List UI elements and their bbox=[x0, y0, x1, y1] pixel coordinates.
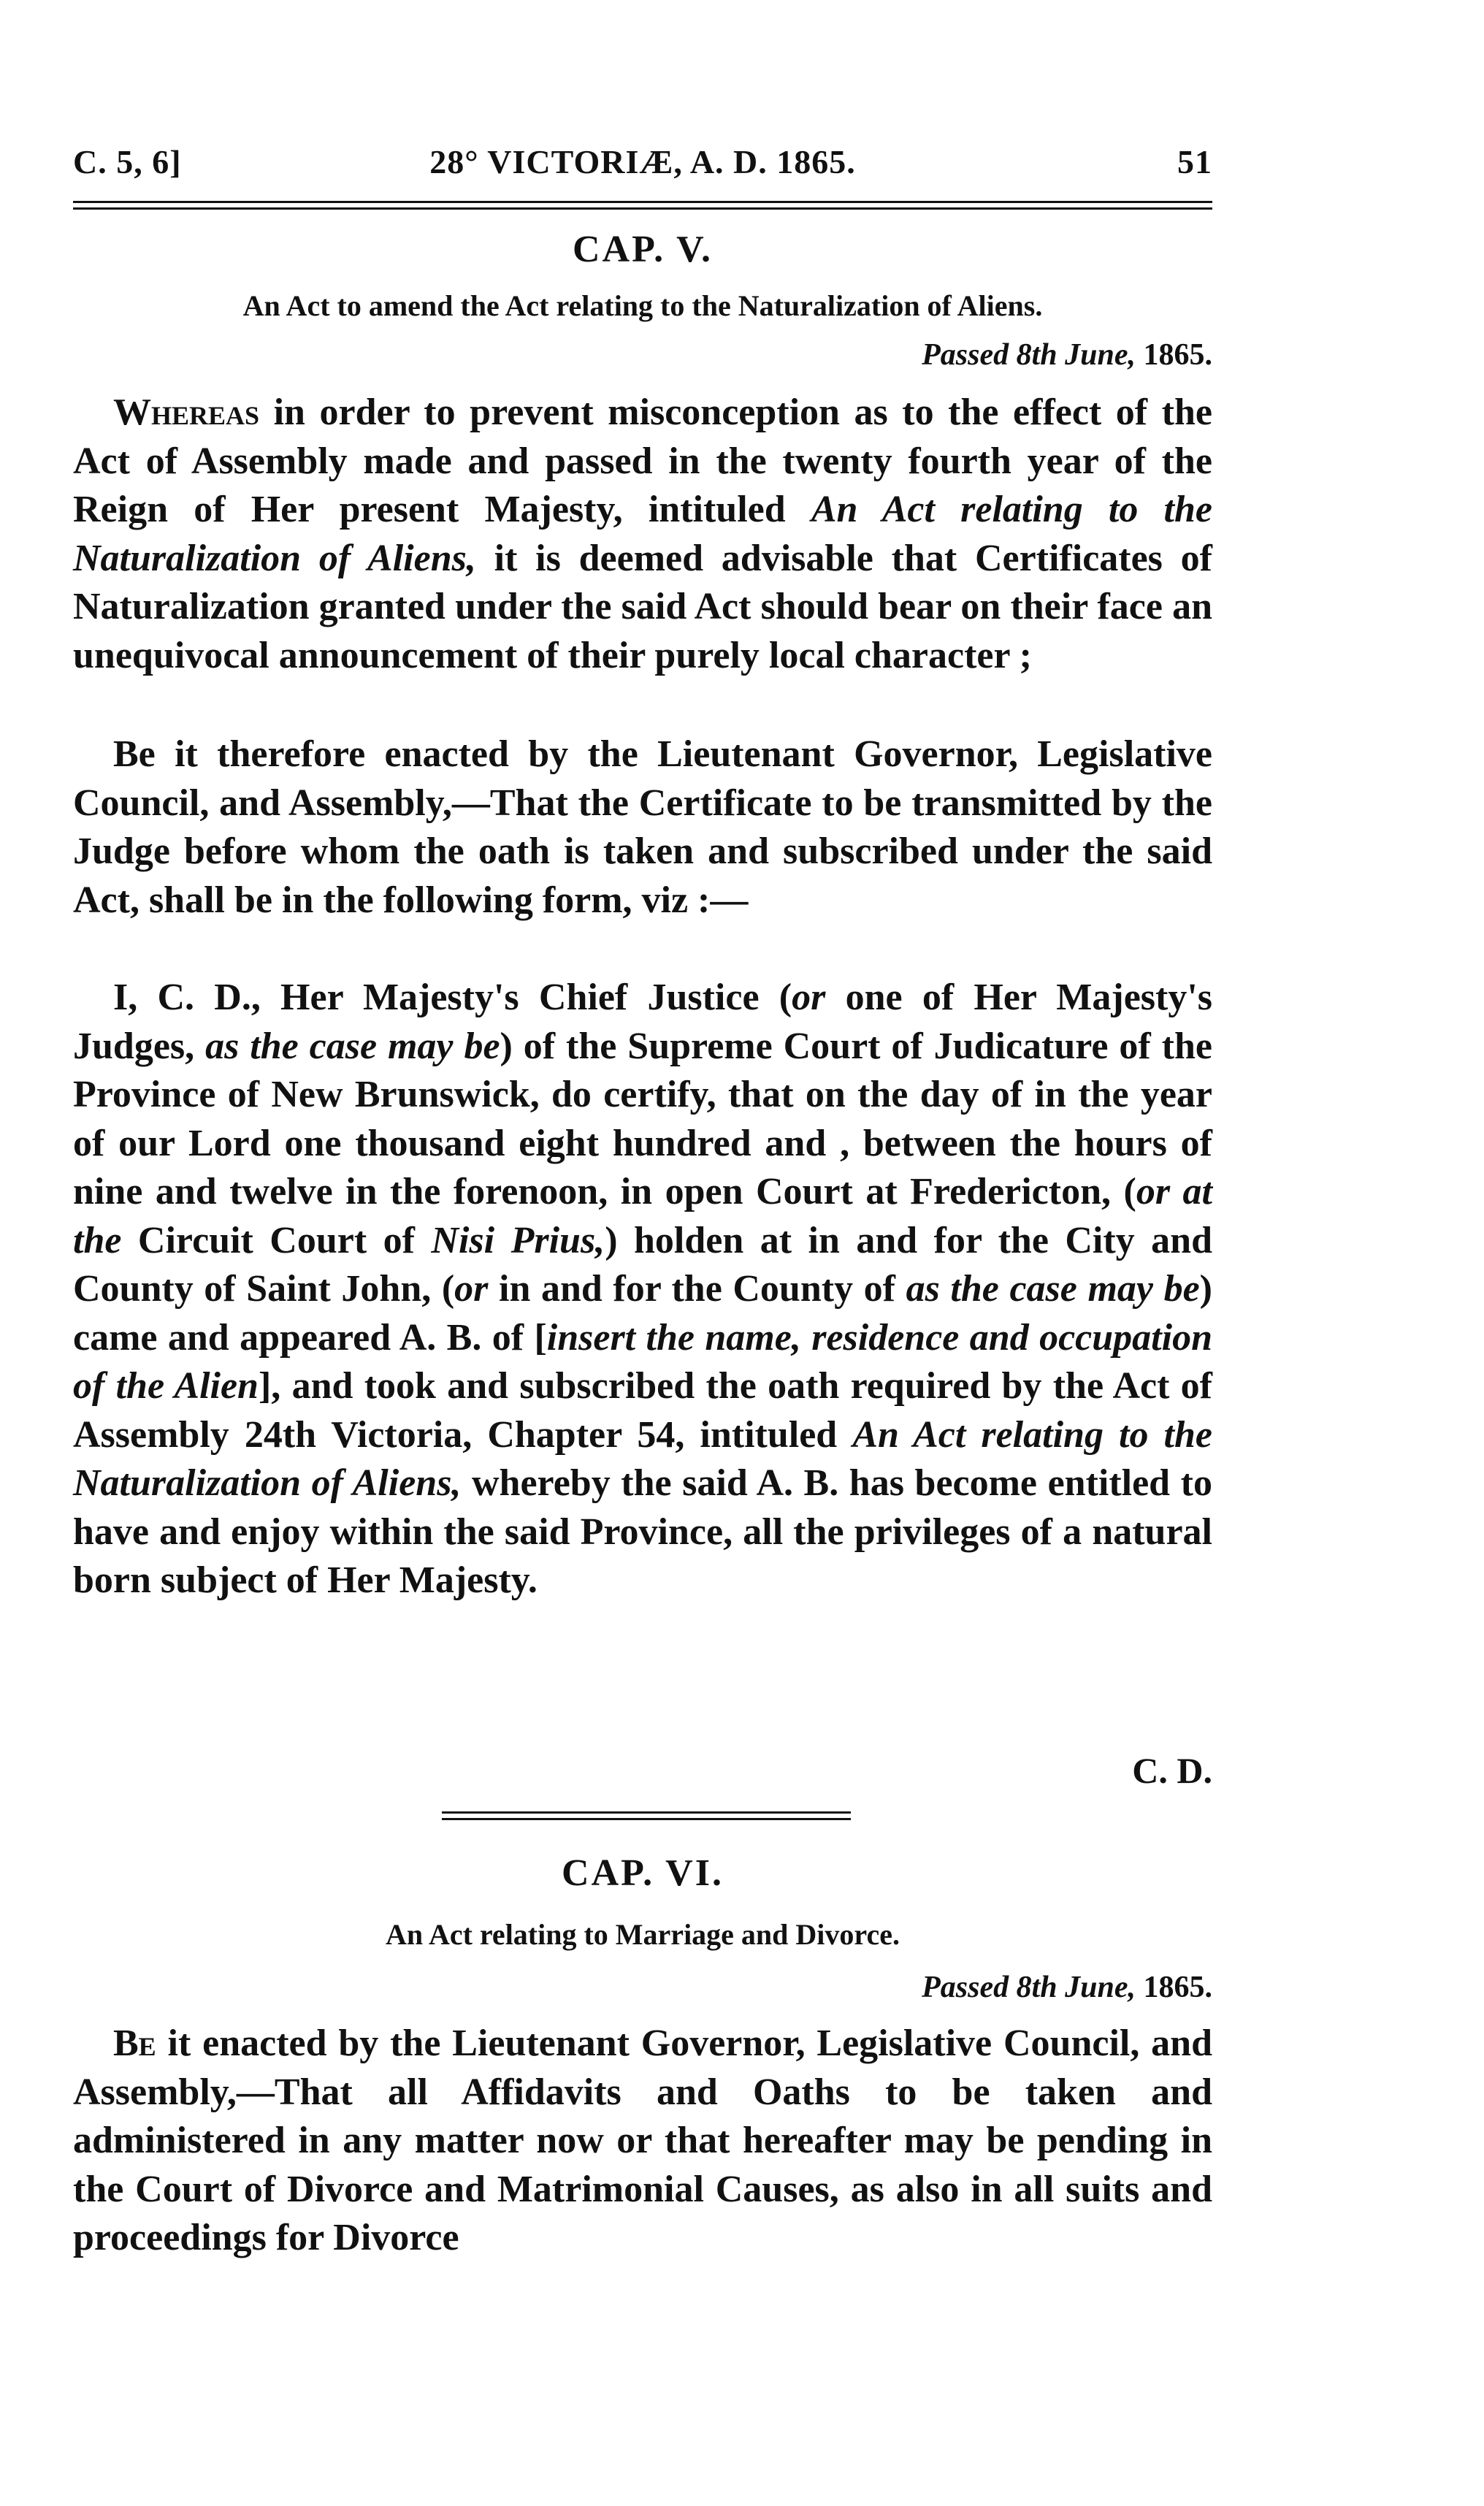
header-chapter-ref: C. 5, 6] bbox=[73, 143, 182, 180]
cap6-body-text: it enacted by the Lieutenant Governor, Legislative Council, and Assembly,—That all Affidavits and Oaths to be taken and administered in any matter now or that hereafter may be pending in the Court of Divorce and Matrimonial Causes, as also in all suits and proceedings for Divorce bbox=[73, 2022, 1212, 2258]
header-rule bbox=[73, 201, 1212, 210]
preamble-act-title: An Act relating to the Naturalization of Aliens, bbox=[73, 489, 1212, 579]
form-italic-or-at: or at the bbox=[73, 1171, 1212, 1261]
form-italic-case: as the case may be bbox=[205, 1025, 500, 1067]
cap6-passed-year: 1865. bbox=[1143, 1971, 1212, 2004]
form-italic-nisi-prius: Nisi Prius, bbox=[431, 1219, 605, 1261]
form-italic-or: or bbox=[792, 977, 826, 1018]
cap5-passed-year: 1865. bbox=[1143, 338, 1212, 372]
preamble-text-a: in order to prevent misconception as to the effect of the Act of Assembly made and passed in the twenty fourth year of the Reign of Her present Majesty, intituled bbox=[73, 391, 1212, 530]
form-italic-act-title: An Act relating to the Naturalization of Aliens, bbox=[73, 1413, 1212, 1504]
preamble-text-b: it is deemed advisable that Certificates of Naturalization granted under the said Act should bear on their face an unequivocal announcement of their purely local character ; bbox=[73, 537, 1212, 676]
form-text-d: Circuit Court of bbox=[121, 1219, 432, 1261]
page-number: 51 bbox=[1177, 143, 1212, 180]
running-header bbox=[73, 142, 1212, 194]
form-text-i: whereby the said A. B. has become entitled to have and enjoy within the said Province, all the privileges of a natural born subject of Her Majesty. bbox=[73, 1462, 1212, 1601]
cap6-enacting-clause bbox=[73, 2020, 1212, 2263]
preamble-initial-word: Whereas bbox=[113, 391, 260, 433]
form-text-b: one of Her Majesty's Judges, bbox=[73, 977, 1213, 1067]
form-text-c: ) of the Supreme Court of Judicature of the Province of New Brunswick, do certify, that on the day of in the year of our Lord one thousand eight hundred and , between the hours of nine and twelve in the forenoon, in open Court at Fredericton, ( bbox=[73, 1025, 1212, 1212]
cap6-heading: CAP. VI. bbox=[562, 1852, 724, 1894]
form-text-g: ) came and appeared A. B. of [ bbox=[73, 1268, 1212, 1359]
header-regnal-year: 28° VICTORIÆ, A. D. 1865. bbox=[429, 143, 856, 180]
cap5-title: An Act to amend the Act relating to the Naturalization of Aliens. bbox=[242, 289, 1043, 322]
cap5-preamble bbox=[73, 389, 1212, 680]
form-text-e: ) holden at in and for the City and County of Saint John, ( bbox=[73, 1219, 1212, 1310]
form-italic-case-2: as the case may be bbox=[906, 1268, 1200, 1310]
section-divider bbox=[442, 1811, 851, 1820]
cap6-title: An Act relating to Marriage and Divorce. bbox=[386, 1918, 900, 1951]
form-text-h: ], and took and subscribed the oath required by the Act of Assembly 24th Victoria, Chapter 54, intituled bbox=[73, 1365, 1212, 1456]
cap5-heading: CAP. V. bbox=[572, 229, 713, 270]
cap5-passed-label: Passed 8th June, bbox=[922, 338, 1136, 372]
form-italic-insert: insert the name, residence and occupation of the Alien bbox=[73, 1316, 1212, 1407]
cap6-passed-label: Passed 8th June, bbox=[922, 1971, 1136, 2004]
form-text-f: in and for the County of bbox=[488, 1268, 906, 1310]
cap6-passed-date bbox=[73, 1970, 1212, 2005]
form-italic-or-2: or bbox=[454, 1268, 489, 1310]
cap5-signature: C. D. bbox=[1132, 1750, 1212, 1791]
cap6-initial-word: Be bbox=[113, 2022, 156, 2064]
form-text-a: I, C. D., Her Majesty's Chief Justice ( bbox=[113, 977, 792, 1018]
cap5-certificate-form bbox=[73, 974, 1212, 1605]
cap5-enacting-clause: Be it therefore enacted by the Lieutenant Governor, Legislative Council, and Assembly,—That the Certificate to be transmitted by the Judge before whom the oath is taken and subscribed under the said Act, shall be in the following form, viz :— bbox=[73, 733, 1212, 921]
cap5-passed-date bbox=[73, 337, 1212, 373]
